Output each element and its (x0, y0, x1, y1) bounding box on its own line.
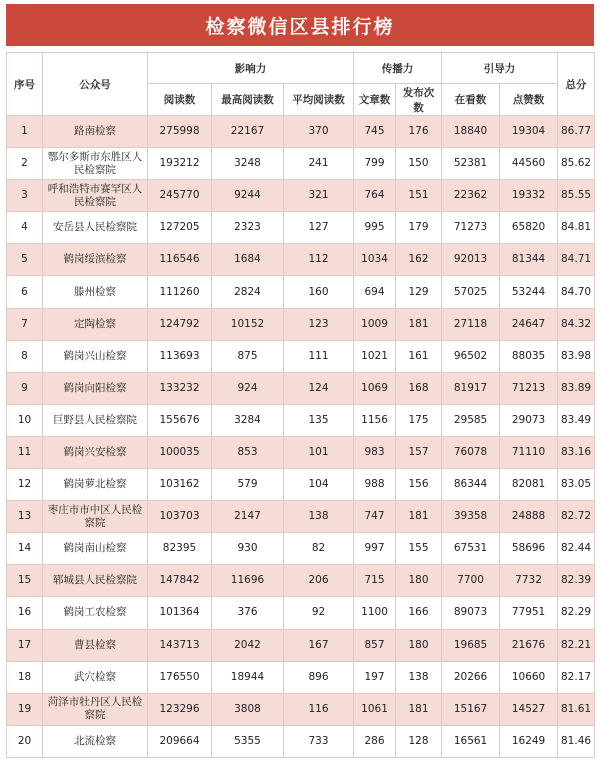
avg-reads-cell: 321 (284, 180, 354, 212)
posts-cell: 155 (396, 533, 442, 565)
account-name: 呼和浩特市赛罕区人民检察院 (43, 180, 148, 212)
max-reads-cell: 930 (212, 533, 284, 565)
total-score: 83.89 (558, 372, 595, 404)
total-score: 82.29 (558, 597, 595, 629)
rank-cell: 14 (7, 533, 43, 565)
max-reads-cell: 853 (212, 436, 284, 468)
posts-cell: 156 (396, 469, 442, 501)
likes-cell: 53244 (500, 276, 558, 308)
total-score: 82.21 (558, 629, 595, 661)
posts-cell: 181 (396, 501, 442, 533)
max-reads-cell: 1684 (212, 244, 284, 276)
likes-cell: 81344 (500, 244, 558, 276)
articles-cell: 988 (354, 469, 396, 501)
header-avg-reads: 平均阅读数 (284, 84, 354, 116)
avg-reads-cell: 124 (284, 372, 354, 404)
avg-reads-cell: 896 (284, 661, 354, 693)
rank-cell: 2 (7, 148, 43, 180)
account-name: 鹤岗工农检察 (43, 597, 148, 629)
watching-cell: 7700 (442, 565, 500, 597)
posts-cell: 176 (396, 116, 442, 148)
articles-cell: 995 (354, 212, 396, 244)
reads-cell: 111260 (148, 276, 212, 308)
account-name: 郓城县人民检察院 (43, 565, 148, 597)
likes-cell: 29073 (500, 404, 558, 436)
posts-cell: 181 (396, 308, 442, 340)
rank-cell: 19 (7, 693, 43, 725)
header-max-reads: 最高阅读数 (212, 84, 284, 116)
total-score: 84.70 (558, 276, 595, 308)
table-row (7, 148, 595, 180)
total-score: 84.32 (558, 308, 595, 340)
avg-reads-cell: 135 (284, 404, 354, 436)
table-row (7, 469, 595, 501)
posts-cell: 162 (396, 244, 442, 276)
account-name: 鹤岗南山检察 (43, 533, 148, 565)
table-row (7, 629, 595, 661)
rank-cell: 4 (7, 212, 43, 244)
watching-cell: 76078 (442, 436, 500, 468)
total-score: 82.44 (558, 533, 595, 565)
avg-reads-cell: 370 (284, 116, 354, 148)
max-reads-cell: 875 (212, 340, 284, 372)
watching-cell: 15167 (442, 693, 500, 725)
max-reads-cell: 5355 (212, 725, 284, 757)
watching-cell: 18840 (442, 116, 500, 148)
account-name: 鹤岗绥滨检察 (43, 244, 148, 276)
table-row (7, 308, 595, 340)
reads-cell: 147842 (148, 565, 212, 597)
max-reads-cell: 22167 (212, 116, 284, 148)
total-score: 84.71 (558, 244, 595, 276)
watching-cell: 57025 (442, 276, 500, 308)
watching-cell: 29585 (442, 404, 500, 436)
likes-cell: 88035 (500, 340, 558, 372)
account-name: 菏泽市牡丹区人民检察院 (43, 693, 148, 725)
avg-reads-cell: 138 (284, 501, 354, 533)
likes-cell: 19332 (500, 180, 558, 212)
max-reads-cell: 924 (212, 372, 284, 404)
total-score: 81.46 (558, 725, 595, 757)
rank-cell: 6 (7, 276, 43, 308)
table-body (7, 116, 595, 758)
posts-cell: 161 (396, 340, 442, 372)
likes-cell: 21676 (500, 629, 558, 661)
rank-cell: 9 (7, 372, 43, 404)
rank-cell: 7 (7, 308, 43, 340)
account-name: 安岳县人民检察院 (43, 212, 148, 244)
likes-cell: 44560 (500, 148, 558, 180)
avg-reads-cell: 167 (284, 629, 354, 661)
articles-cell: 745 (354, 116, 396, 148)
rank-cell: 16 (7, 597, 43, 629)
account-name: 鹤岗萝北检察 (43, 469, 148, 501)
table-row (7, 180, 595, 212)
avg-reads-cell: 160 (284, 276, 354, 308)
account-name: 路南检察 (43, 116, 148, 148)
articles-cell: 1061 (354, 693, 396, 725)
reads-cell: 103703 (148, 501, 212, 533)
account-name: 鹤岗兴安检察 (43, 436, 148, 468)
rank-cell: 1 (7, 116, 43, 148)
rank-cell: 10 (7, 404, 43, 436)
watching-cell: 81917 (442, 372, 500, 404)
table-row (7, 340, 595, 372)
account-name: 巨野县人民检察院 (43, 404, 148, 436)
header-attraction: 引导力 (442, 53, 558, 84)
header-spread: 传播力 (354, 53, 442, 84)
articles-cell: 286 (354, 725, 396, 757)
likes-cell: 65820 (500, 212, 558, 244)
table-row (7, 436, 595, 468)
max-reads-cell: 10152 (212, 308, 284, 340)
likes-cell: 19304 (500, 116, 558, 148)
max-reads-cell: 3248 (212, 148, 284, 180)
posts-cell: 150 (396, 148, 442, 180)
reads-cell: 101364 (148, 597, 212, 629)
watching-cell: 22362 (442, 180, 500, 212)
total-score: 82.39 (558, 565, 595, 597)
total-score: 81.61 (558, 693, 595, 725)
posts-cell: 138 (396, 661, 442, 693)
max-reads-cell: 2147 (212, 501, 284, 533)
rank-cell: 13 (7, 501, 43, 533)
avg-reads-cell: 206 (284, 565, 354, 597)
posts-cell: 129 (396, 276, 442, 308)
rank-cell: 11 (7, 436, 43, 468)
watching-cell: 96502 (442, 340, 500, 372)
articles-cell: 983 (354, 436, 396, 468)
avg-reads-cell: 101 (284, 436, 354, 468)
header-likes: 点赞数 (500, 84, 558, 116)
avg-reads-cell: 116 (284, 693, 354, 725)
watching-cell: 67531 (442, 533, 500, 565)
table-row (7, 565, 595, 597)
header-reads: 阅读数 (148, 84, 212, 116)
watching-cell: 86344 (442, 469, 500, 501)
rank-cell: 15 (7, 565, 43, 597)
rank-cell: 8 (7, 340, 43, 372)
max-reads-cell: 376 (212, 597, 284, 629)
table-row (7, 501, 595, 533)
reads-cell: 100035 (148, 436, 212, 468)
articles-cell: 1021 (354, 340, 396, 372)
posts-cell: 168 (396, 372, 442, 404)
table-row (7, 372, 595, 404)
likes-cell: 7732 (500, 565, 558, 597)
articles-cell: 799 (354, 148, 396, 180)
likes-cell: 77951 (500, 597, 558, 629)
account-name: 北流检察 (43, 725, 148, 757)
table-row (7, 116, 595, 148)
posts-cell: 157 (396, 436, 442, 468)
total-score: 83.98 (558, 340, 595, 372)
reads-cell: 275998 (148, 116, 212, 148)
posts-cell: 175 (396, 404, 442, 436)
avg-reads-cell: 112 (284, 244, 354, 276)
watching-cell: 92013 (442, 244, 500, 276)
max-reads-cell: 579 (212, 469, 284, 501)
reads-cell: 209664 (148, 725, 212, 757)
articles-cell: 694 (354, 276, 396, 308)
account-name: 枣庄市市中区人民检察院 (43, 501, 148, 533)
table-row (7, 212, 595, 244)
reads-cell: 193212 (148, 148, 212, 180)
header-total: 总分 (558, 53, 595, 116)
rank-cell: 12 (7, 469, 43, 501)
reads-cell: 176550 (148, 661, 212, 693)
reads-cell: 155676 (148, 404, 212, 436)
articles-cell: 764 (354, 180, 396, 212)
watching-cell: 71273 (442, 212, 500, 244)
avg-reads-cell: 104 (284, 469, 354, 501)
max-reads-cell: 2824 (212, 276, 284, 308)
total-score: 84.81 (558, 212, 595, 244)
account-name: 滕州检察 (43, 276, 148, 308)
header-rank: 序号 (7, 53, 43, 116)
avg-reads-cell: 92 (284, 597, 354, 629)
table-row (7, 597, 595, 629)
likes-cell: 14527 (500, 693, 558, 725)
table-row (7, 244, 595, 276)
ranking-table (6, 52, 595, 758)
account-name: 武穴检察 (43, 661, 148, 693)
watching-cell: 27118 (442, 308, 500, 340)
watching-cell: 39358 (442, 501, 500, 533)
reads-cell: 82395 (148, 533, 212, 565)
max-reads-cell: 9244 (212, 180, 284, 212)
reads-cell: 143713 (148, 629, 212, 661)
likes-cell: 82081 (500, 469, 558, 501)
table-row (7, 693, 595, 725)
max-reads-cell: 11696 (212, 565, 284, 597)
articles-cell: 1069 (354, 372, 396, 404)
max-reads-cell: 18944 (212, 661, 284, 693)
account-name: 鹤岗向阳检察 (43, 372, 148, 404)
avg-reads-cell: 127 (284, 212, 354, 244)
likes-cell: 10660 (500, 661, 558, 693)
articles-cell: 1034 (354, 244, 396, 276)
max-reads-cell: 2323 (212, 212, 284, 244)
likes-cell: 24888 (500, 501, 558, 533)
posts-cell: 128 (396, 725, 442, 757)
account-name: 定陶检察 (43, 308, 148, 340)
articles-cell: 997 (354, 533, 396, 565)
watching-cell: 19685 (442, 629, 500, 661)
rank-cell: 18 (7, 661, 43, 693)
watching-cell: 20266 (442, 661, 500, 693)
avg-reads-cell: 733 (284, 725, 354, 757)
reads-cell: 245770 (148, 180, 212, 212)
watching-cell: 52381 (442, 148, 500, 180)
watching-cell: 16561 (442, 725, 500, 757)
watching-cell: 89073 (442, 597, 500, 629)
posts-cell: 181 (396, 693, 442, 725)
table-row (7, 533, 595, 565)
header-account: 公众号 (43, 53, 148, 116)
reads-cell: 124792 (148, 308, 212, 340)
likes-cell: 58696 (500, 533, 558, 565)
rank-cell: 5 (7, 244, 43, 276)
reads-cell: 113693 (148, 340, 212, 372)
header-articles: 文章数 (354, 84, 396, 116)
total-score: 85.62 (558, 148, 595, 180)
rank-cell: 20 (7, 725, 43, 757)
reads-cell: 103162 (148, 469, 212, 501)
header-posts: 发布次数 (396, 84, 442, 116)
articles-cell: 715 (354, 565, 396, 597)
total-score: 83.05 (558, 469, 595, 501)
table-row (7, 661, 595, 693)
total-score: 83.49 (558, 404, 595, 436)
table-row (7, 404, 595, 436)
articles-cell: 857 (354, 629, 396, 661)
max-reads-cell: 2042 (212, 629, 284, 661)
articles-cell: 747 (354, 501, 396, 533)
total-score: 82.72 (558, 501, 595, 533)
total-score: 85.55 (558, 180, 595, 212)
likes-cell: 71213 (500, 372, 558, 404)
posts-cell: 166 (396, 597, 442, 629)
posts-cell: 179 (396, 212, 442, 244)
avg-reads-cell: 123 (284, 308, 354, 340)
posts-cell: 180 (396, 629, 442, 661)
account-name: 鄂尔多斯市东胜区人民检察院 (43, 148, 148, 180)
avg-reads-cell: 241 (284, 148, 354, 180)
avg-reads-cell: 111 (284, 340, 354, 372)
likes-cell: 71110 (500, 436, 558, 468)
page-title: 检察微信区县排行榜 (6, 4, 594, 46)
posts-cell: 180 (396, 565, 442, 597)
table-row (7, 276, 595, 308)
reads-cell: 127205 (148, 212, 212, 244)
account-name: 鹤岗兴山检察 (43, 340, 148, 372)
articles-cell: 1100 (354, 597, 396, 629)
header-watching: 在看数 (442, 84, 500, 116)
articles-cell: 1156 (354, 404, 396, 436)
likes-cell: 24647 (500, 308, 558, 340)
rank-cell: 17 (7, 629, 43, 661)
avg-reads-cell: 82 (284, 533, 354, 565)
max-reads-cell: 3808 (212, 693, 284, 725)
articles-cell: 197 (354, 661, 396, 693)
total-score: 83.16 (558, 436, 595, 468)
reads-cell: 123296 (148, 693, 212, 725)
total-score: 82.17 (558, 661, 595, 693)
articles-cell: 1009 (354, 308, 396, 340)
posts-cell: 151 (396, 180, 442, 212)
account-name: 曹县检察 (43, 629, 148, 661)
rank-cell: 3 (7, 180, 43, 212)
header-influence: 影响力 (148, 53, 354, 84)
reads-cell: 133232 (148, 372, 212, 404)
total-score: 86.77 (558, 116, 595, 148)
likes-cell: 16249 (500, 725, 558, 757)
table-row (7, 725, 595, 757)
max-reads-cell: 3284 (212, 404, 284, 436)
reads-cell: 116546 (148, 244, 212, 276)
